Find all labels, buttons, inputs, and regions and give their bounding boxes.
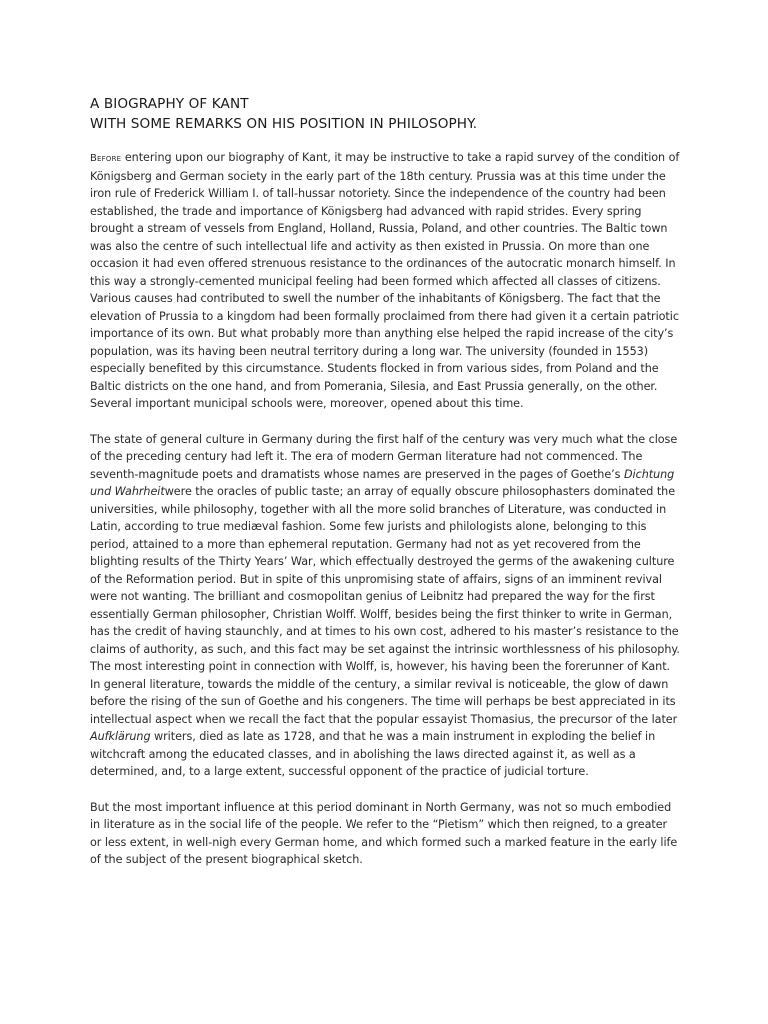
italic-title-dichtung: Dichtung und Wahrheit [90, 467, 675, 498]
paragraph-2-text-b: were the oracles of public taste; an array of equally obscure philosophasters dominated the universities, while philosophy, together with all the more solid branches of Literature, was conducted in Latin, according to true mediæval fashion. Some few jurists and philologists alone, belonging to this period, attained to a more than ephemeral reputation. Germany had not as yet recovered from the blighting results of the Thirty Years’ War, which effectually destroyed the germs of the awakening culture of the Reformation period. But in spite of this unpromising state of affairs, signs of an imminent revival were not wanting. The brilliant and cosmopolitan genius of Leibnitz had prepared the way for the first essentially German philosopher, Christian Wolff. Wolff, besides being the first thinker to write in German, has the credit of having staunchly, and at times to his own cost, adhered to his master’s resistance to the claims of authority, as such, and this fact may be set against the intrinsic worthlessness of his philosophy. The most interesting point in connection with Wolff, is, however, his having been the forerunner of Kant. In general literature, towards the middle of the century, a similar revival is noticeable, the glow of dawn before the rising of the sun of Goethe and his congeners. The time will perhaps be best appreciated in its intellectual aspect when we recall the fact that the popular essayist Thomasius, the precursor of the later [90, 485, 680, 726]
title-line-1: A BIOGRAPHY OF KANT [90, 96, 249, 112]
paragraph-1 [90, 149, 680, 413]
drop-word: Before [90, 153, 122, 164]
italic-term-aufklarung: Aufklärung [90, 730, 151, 743]
paragraph-2-text-c: writers, died as late as 1728, and that he was a main instrument in exploding the belief in witchcraft among the educated classes, and in abolishing the laws directed against it, as well as a determined, and, to a large extent, successful opponent of the practice of judicial torture. [90, 730, 656, 778]
document-body [90, 149, 680, 869]
paragraph-2-text-a: The state of general culture in Germany during the first half of the century was very much what the close of the preceding century had left it. The era of modern German literature had not commenced. The seventh-magnitude poets and dramatists whose names are preserved in the pages of Goethe’s [90, 432, 678, 481]
document-page [90, 94, 680, 887]
paragraph-1-text: entering upon our biography of Kant, it may be instructive to take a rapid survey of the condition of Königsberg and German society in the early part of the 18th century. Prussia was at this time under the iron rule of Frederick William I. of tall-hussar notoriety. Since the independence of the country had been established, the trade and importance of Königsberg had advanced with rapid strides. Every spring brought a stream of vessels from England, Holland, Russia, Poland, and other countries. The Baltic town was also the centre of such intellectual life and activity as then existed in Prussia. On more than one occasion it had even offered strenuous resistance to the ordinances of the autocratic monarch himself. In this way a strongly-cemented municipal feeling had been formed which affected all classes of citizens. Various causes had contributed to swell the number of the inhabitants of Königsberg. The fact that the elevation of Prussia to a kingdom had been formally proclaimed from there had given it a certain patriotic importance of its own. But what probably more than anything else helped the rapid increase of the city’s population, was its having been neutral territory during a long war. The university (founded in 1553) especially benefited by this circumstance. Students flocked in from various sides, from Poland and the Baltic districts on the one hand, and from Pomerania, Silesia, and East Prussia generally, on the other. Several important municipal schools were, moreover, opened about this time. [90, 151, 680, 410]
paragraph-3-text: But the most important influence at this period dominant in North Germany, was not so much embodied in literature as in the social life of the people. We refer to the “Pietism” which then reigned, to a greater or less extent, in well-nigh every German home, and which formed such a marked feature in the early life of the subject of the present biographical sketch. [90, 800, 678, 866]
paragraph-3 [90, 799, 680, 869]
paragraph-2 [90, 431, 680, 781]
document-title [90, 94, 680, 134]
title-line-2: WITH SOME REMARKS ON HIS POSITION IN PHILOSOPHY. [90, 116, 478, 132]
